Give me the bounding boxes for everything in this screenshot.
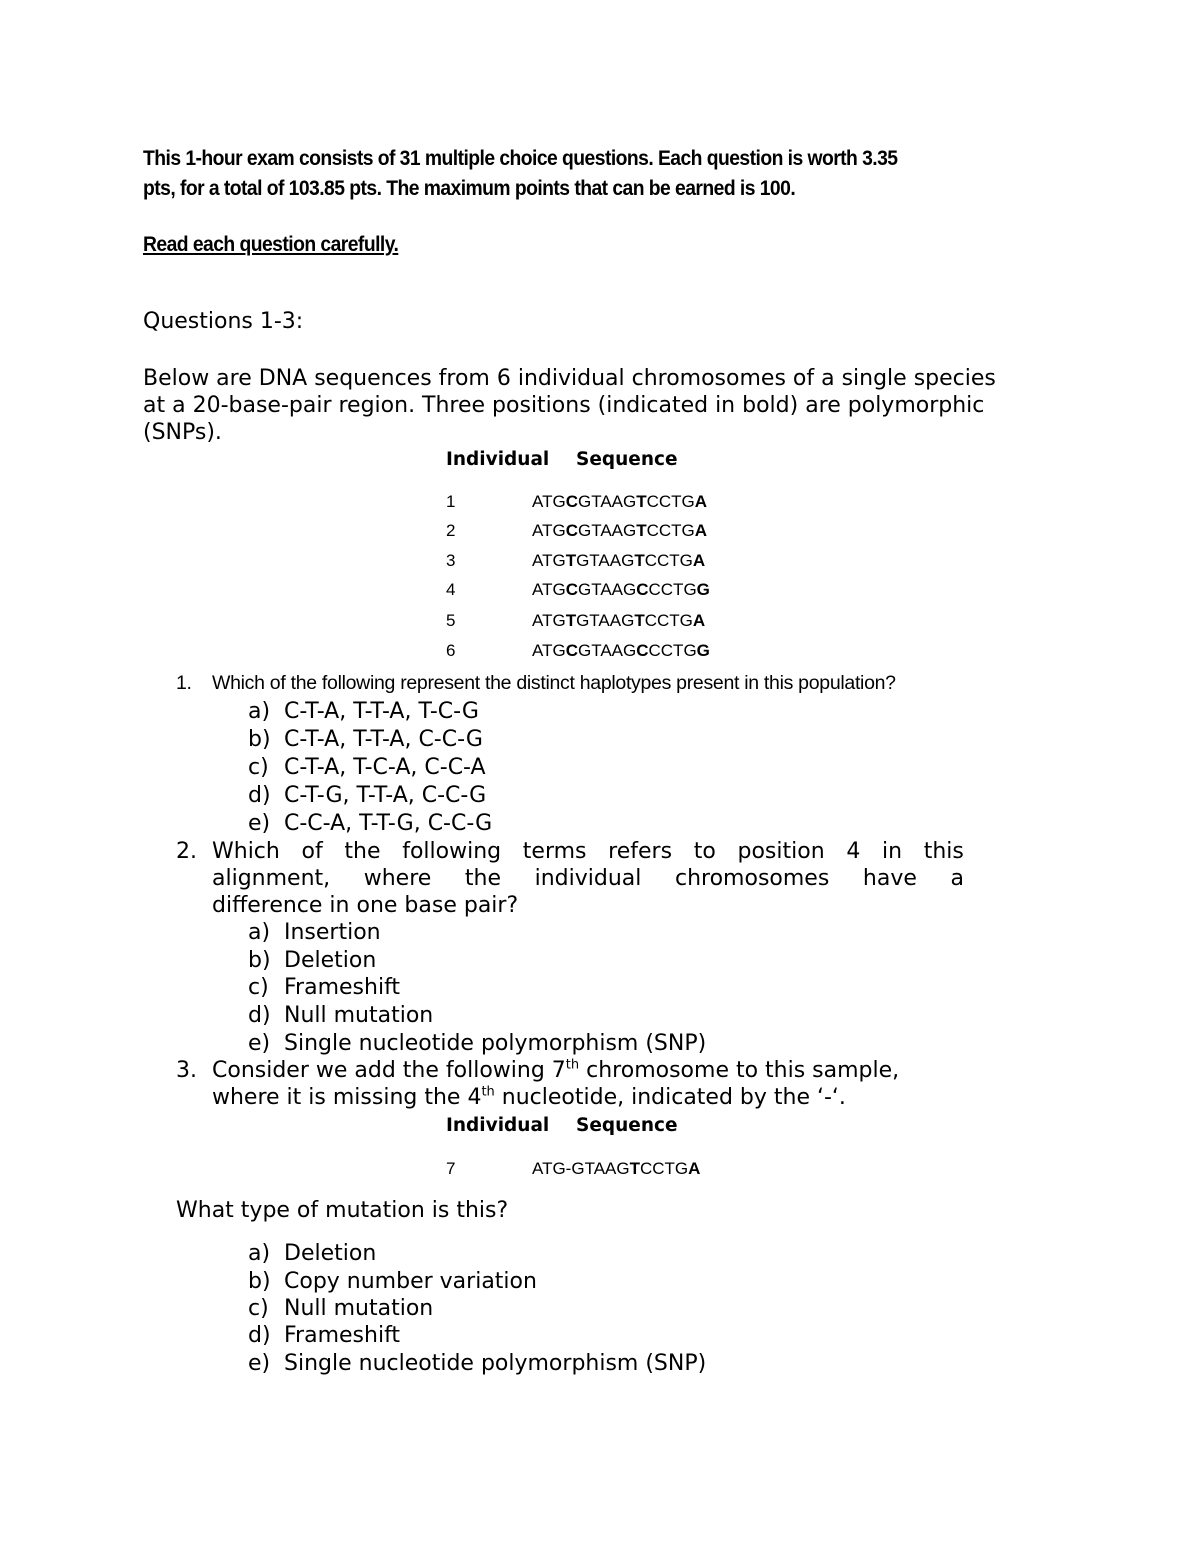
q2-word: chromosomes [675, 866, 830, 891]
q2-word: a [950, 866, 964, 891]
q1-option-letter: c) [248, 755, 269, 780]
table1-row-id: 1 [446, 492, 456, 511]
instruction: Read each question carefully. [143, 233, 399, 256]
table1-col-sequence: Sequence [576, 449, 678, 470]
q3-option-text: Frameshift [284, 1323, 401, 1348]
q1-option-letter: b) [248, 727, 271, 752]
q2-option-text: Single nucleotide polymorphism (SNP) [284, 1031, 707, 1056]
q2-line-1 [212, 838, 964, 865]
q2-word: the [344, 839, 381, 864]
q2-option-letter: a) [248, 920, 271, 945]
table1-row-sequence: ATGCGTAAGCCCTGG [532, 580, 710, 599]
q2-word: alignment, [212, 866, 331, 891]
q2-number: 2. [176, 839, 197, 864]
q2-word: Which [212, 839, 280, 864]
section-desc-line-1: Below are DNA sequences from 6 individual chromosomes of a single species [143, 366, 996, 391]
q2-option-letter: b) [248, 948, 271, 973]
section-desc-line-3: (SNPs). [143, 420, 222, 445]
table1-col-individual: Individual [446, 449, 550, 470]
q2-line-3: difference in one base pair? [212, 893, 519, 918]
q2-option-letter: e) [248, 1031, 271, 1056]
q3-option-letter: e) [248, 1351, 271, 1376]
q1-text: Which of the following represent the distinct haplotypes present in this population? [212, 672, 896, 694]
table1-row-sequence: ATGCGTAAGTCCTGA [532, 492, 708, 511]
q2-option-text: Frameshift [284, 975, 401, 1000]
q2-word: following [402, 839, 502, 864]
q3-option-letter: b) [248, 1269, 271, 1294]
q2-option-letter: d) [248, 1003, 271, 1028]
q3-line-2: where it is missing the 4th nucleotide, indicated by the ‘-‘. [212, 1084, 846, 1110]
q1-option-text: C-C-A, T-T-G, C-C-G [284, 811, 493, 836]
q2-word: in [881, 839, 903, 864]
q3-option-text: Null mutation [284, 1296, 434, 1321]
q2-word: individual [534, 866, 642, 891]
q1-option-letter: d) [248, 783, 271, 808]
q2-word: this [923, 839, 964, 864]
q3-option-text: Deletion [284, 1241, 377, 1266]
table1-row-sequence: ATGTGTAAGTCCTGA [532, 551, 706, 570]
q2-word: the [464, 866, 502, 891]
q1-option-text: C-T-A, T-C-A, C-C-A [284, 755, 486, 780]
q1-option-letter: a) [248, 699, 271, 724]
q1-number: 1. [176, 672, 192, 694]
q3-prompt: What type of mutation is this? [176, 1198, 509, 1223]
q2-word: 4 [846, 839, 861, 864]
q2-option-text: Deletion [284, 948, 377, 973]
q2-option-letter: c) [248, 975, 269, 1000]
q2-word: to [693, 839, 716, 864]
q3-line-1: Consider we add the following 7th chromosome to this sample, [212, 1057, 900, 1083]
q3-option-text: Single nucleotide polymorphism (SNP) [284, 1351, 707, 1376]
q1-option-letter: e) [248, 811, 271, 836]
section-title: Questions 1-3: [143, 309, 304, 334]
q1-option-text: C-T-G, T-T-A, C-C-G [284, 783, 487, 808]
q2-option-text: Insertion [284, 920, 381, 945]
q3-number: 3. [176, 1058, 197, 1083]
q3-option-letter: d) [248, 1323, 271, 1348]
table2-row-id: 7 [446, 1159, 456, 1178]
q1-option-text: C-T-A, T-T-A, T-C-G [284, 699, 479, 724]
table2-col-individual: Individual [446, 1115, 550, 1136]
table1-row-sequence: ATGCGTAAGCCCTGG [532, 641, 710, 660]
intro-line-1: This 1-hour exam consists of 31 multiple choice questions. Each question is worth 3.35 [143, 147, 898, 170]
q2-word: refers [608, 839, 673, 864]
q3-option-letter: a) [248, 1241, 271, 1266]
table1-row-sequence: ATGTGTAAGTCCTGA [532, 611, 706, 630]
q2-word: have [862, 866, 917, 891]
intro-line-2: pts, for a total of 103.85 pts. The maximum points that can be earned is 100. [143, 177, 796, 200]
q2-word: terms [522, 839, 587, 864]
table2-row-sequence: ATG-GTAAGTCCTGA [532, 1159, 701, 1178]
section-desc-line-2: at a 20-base-pair region. Three positions (indicated in bold) are polymorphic [143, 393, 985, 418]
table1-row-id: 3 [446, 551, 456, 570]
q2-option-text: Null mutation [284, 1003, 434, 1028]
table1-row-sequence: ATGCGTAAGTCCTGA [532, 521, 708, 540]
table1-row-id: 4 [446, 580, 456, 599]
q3-option-text: Copy number variation [284, 1269, 537, 1294]
table1-row-id: 2 [446, 521, 456, 540]
table1-row-id: 6 [446, 641, 456, 660]
q2-word: position [737, 839, 825, 864]
q2-line-2 [212, 865, 964, 892]
q1-option-text: C-T-A, T-T-A, C-C-G [284, 727, 483, 752]
q3-option-letter: c) [248, 1296, 269, 1321]
table1-row-id: 5 [446, 611, 456, 630]
table2-col-sequence: Sequence [576, 1115, 678, 1136]
q2-word: of [301, 839, 323, 864]
q2-word: where [363, 866, 432, 891]
